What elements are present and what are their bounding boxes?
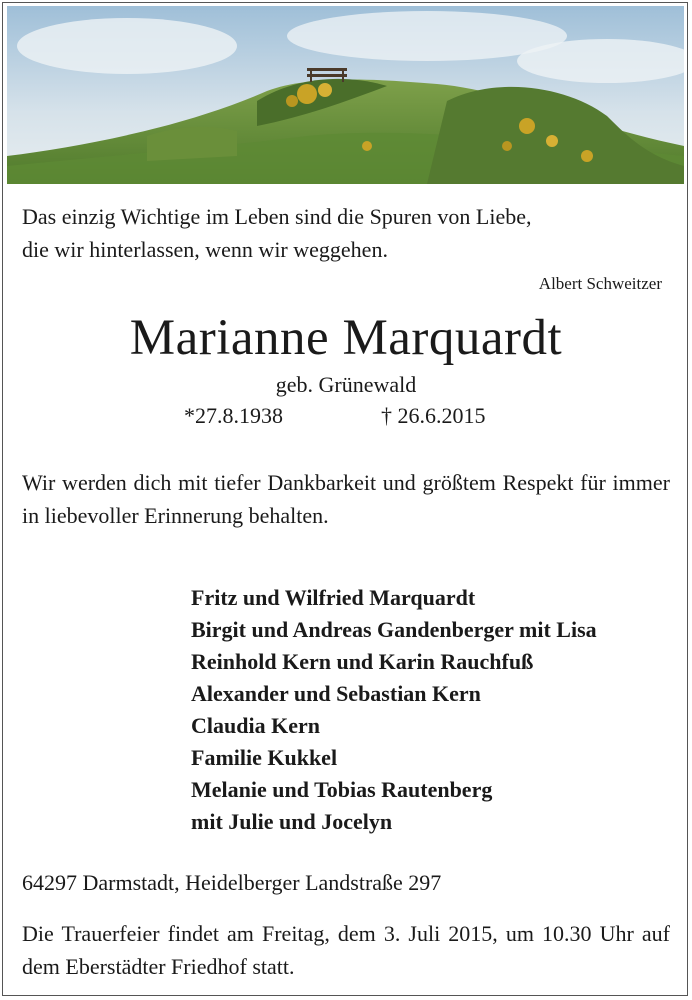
mourners-list bbox=[191, 582, 597, 838]
funeral-info: Die Trauerfeier findet am Freitag, dem 3. Juli 2015, um 10.30 Uhr auf dem Eberstädter Friedhof statt. bbox=[22, 921, 670, 979]
landscape-image bbox=[7, 6, 684, 184]
quote-author: Albert Schweitzer bbox=[538, 274, 662, 293]
hill-bench-photo bbox=[7, 6, 684, 184]
mourner-entry: Alexander und Sebastian Kern bbox=[191, 681, 481, 706]
birth-date: *27.8.1938 bbox=[184, 403, 283, 428]
mourner-entry: mit Julie und Jocelyn bbox=[191, 809, 393, 834]
maiden-name: geb. Grünewald bbox=[275, 372, 417, 397]
quote-text bbox=[22, 200, 672, 266]
deceased-name: Marianne Marquardt bbox=[129, 310, 563, 366]
mourner-entry: Melanie und Tobias Rautenberg bbox=[191, 777, 493, 802]
quote-line-1: Das einzig Wichtige im Leben sind die Spuren von Liebe, bbox=[22, 204, 532, 229]
death-date: † 26.6.2015 bbox=[381, 403, 486, 428]
mourner-entry: Fritz und Wilfried Marquardt bbox=[191, 585, 476, 610]
remembrance-message: Wir werden dich mit tiefer Dankbarkeit und größtem Respekt für immer in liebevoller Erinnerung behalten. bbox=[22, 470, 670, 528]
mourner-entry: Claudia Kern bbox=[191, 713, 320, 738]
mourner-entry: Familie Kukkel bbox=[191, 745, 338, 770]
mourner-entry: Reinhold Kern und Karin Rauchfuß bbox=[191, 649, 534, 674]
quote-line-2: die wir hinterlassen, wenn wir weggehen. bbox=[22, 237, 388, 262]
mourner-entry: Birgit und Andreas Gandenberger mit Lisa bbox=[191, 617, 597, 642]
family-address: 64297 Darmstadt, Heidelberger Landstraße 297 bbox=[22, 870, 442, 895]
